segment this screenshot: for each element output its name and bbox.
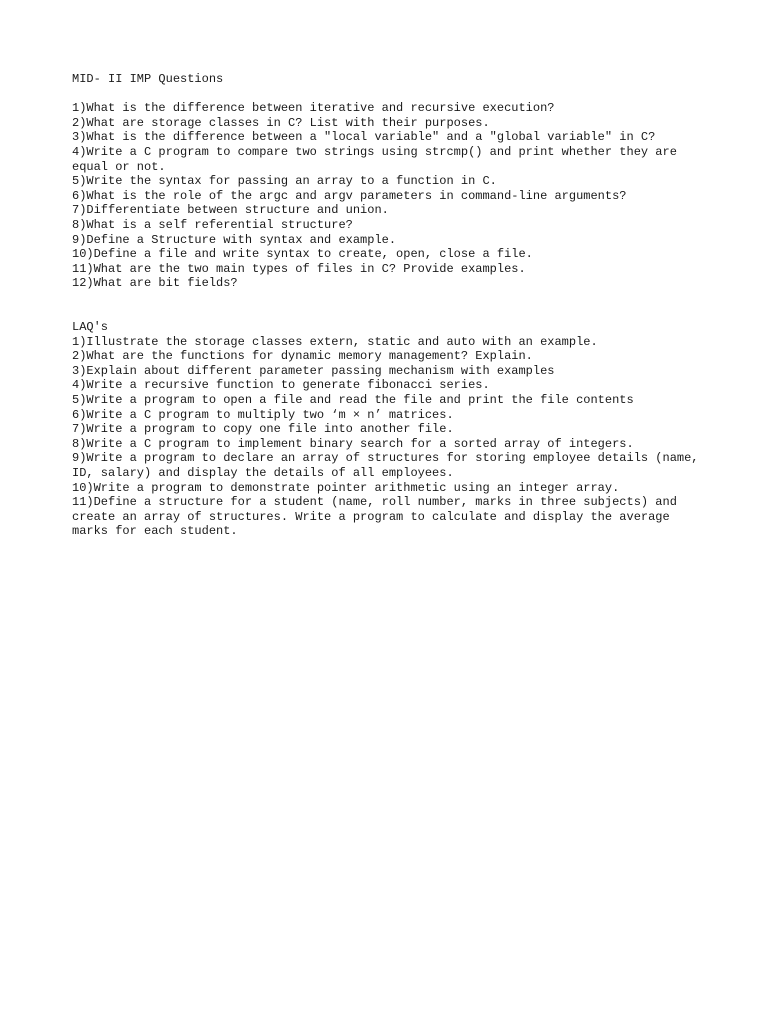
mid-questions-section [72, 72, 712, 291]
mid-question-1: 1)What is the difference between iterative and recursive execution? [72, 101, 555, 116]
laq-question-9: 9)Write a program to declare an array of structures for storing employee details (name, ID, salary) and display the details of all employees. [72, 451, 706, 481]
laq-question-1: 1)Illustrate the storage classes extern, static and auto with an example. [72, 334, 598, 349]
laq-question-6: 6)Write a C program to multiply two ‘m × n’ matrices. [72, 407, 454, 422]
mid-question-12: 12)What are bit fields? [72, 276, 238, 291]
spacer [72, 87, 712, 102]
laq-section [72, 320, 712, 539]
section-gap [72, 291, 712, 320]
mid-question-10: 10)Define a file and write syntax to create, open, close a file. [72, 247, 533, 262]
mid-question-9: 9)Define a Structure with syntax and example. [72, 232, 397, 247]
mid-question-11: 11)What are the two main types of files in C? Provide examples. [72, 261, 526, 276]
laq-heading: LAQ's [72, 320, 109, 335]
mid-questions-heading: MID- II IMP Questions [72, 72, 224, 86]
mid-question-6: 6)What is the role of the argc and argv parameters in command-line arguments? [72, 188, 627, 203]
document-page [72, 72, 712, 539]
mid-question-4: 4)Write a C program to compare two strings using strcmp() and print whether they are equal or not. [72, 144, 685, 174]
laq-question-10: 10)Write a program to demonstrate pointer arithmetic using an integer array. [72, 480, 620, 495]
mid-question-5: 5)Write the syntax for passing an array to a function in C. [72, 174, 497, 189]
laq-question-11: 11)Define a structure for a student (name, roll number, marks in three subjects) and create an array of structures. Write a program to calculate and display the average marks for each student. [72, 495, 685, 539]
mid-question-2: 2)What are storage classes in C? List with their purposes. [72, 115, 490, 130]
laq-question-4: 4)Write a recursive function to generate fibonacci series. [72, 378, 490, 393]
mid-question-7: 7)Differentiate between structure and union. [72, 203, 389, 218]
laq-question-7: 7)Write a program to copy one file into another file. [72, 422, 454, 437]
laq-question-2: 2)What are the functions for dynamic memory management? Explain. [72, 349, 533, 364]
mid-question-3: 3)What is the difference between a "local variable" and a "global variable" in C? [72, 130, 656, 145]
mid-question-8: 8)What is a self referential structure? [72, 217, 353, 232]
laq-question-5: 5)Write a program to open a file and read the file and print the file contents [72, 393, 634, 408]
laq-question-8: 8)Write a C program to implement binary search for a sorted array of integers. [72, 436, 634, 451]
laq-question-3: 3)Explain about different parameter passing mechanism with examples [72, 363, 555, 378]
